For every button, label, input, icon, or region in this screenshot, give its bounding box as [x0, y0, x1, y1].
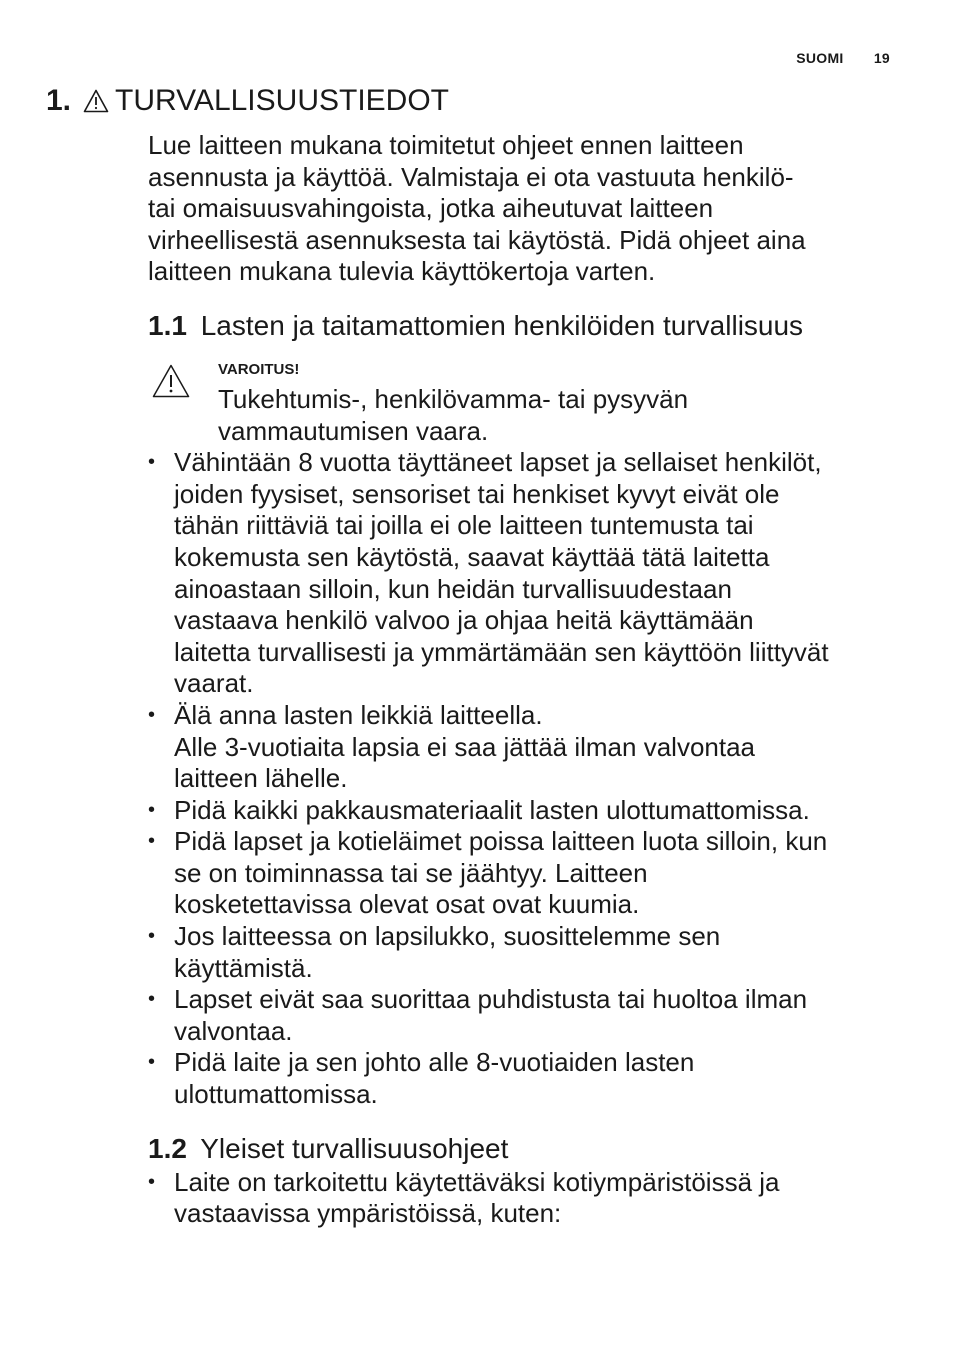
- list-item-text-line: Jos laitteessa on lapsilukko, suosittelemme sen: [174, 921, 721, 952]
- list-item-text: [174, 921, 720, 983]
- warning-text-line: Tukehtumis-, henkilövamma- tai pysyvän: [218, 383, 689, 414]
- list-item-text: [174, 984, 807, 1046]
- intro-line: tai omaisuusvahingoista, jotka aiheutuvat laitteen: [148, 193, 714, 224]
- list-item-text-line: vaarat.: [174, 668, 254, 699]
- language-label: SUOMI: [796, 50, 844, 66]
- warning-block: [148, 360, 893, 447]
- warning-label: VAROITUS!: [218, 360, 300, 378]
- list-item-text: [174, 447, 829, 698]
- list-item-text: [174, 826, 827, 919]
- list-item: [148, 1167, 893, 1230]
- list-item-text-line: tähän riittäviä tai joilla ei ole laitteen tuntemusta tai: [174, 510, 754, 541]
- safety-list-children: [148, 447, 893, 1110]
- list-item-text-line: käyttämistä.: [174, 952, 313, 983]
- list-item-text-line: se on toiminnassa tai se jäähtyy. Laitteen: [174, 857, 648, 888]
- bullet-icon: •: [148, 798, 156, 821]
- list-item-text-line: vastaavissa ympäristöissä, kuten:: [174, 1198, 562, 1229]
- intro-line: Lue laitteen mukana toimitetut ohjeet ennen laitteen: [148, 130, 744, 160]
- list-item-text-line: kosketettavissa olevat osat ovat kuumia.: [174, 889, 640, 920]
- list-item-text-line: Älä anna lasten leikkiä laitteella.: [174, 699, 543, 730]
- list-item-text-line: Pidä kaikki pakkausmateriaalit lasten ulottumattomissa.: [174, 794, 810, 825]
- list-item: [148, 447, 893, 700]
- list-item-text-line: Vähintään 8 vuotta täyttäneet lapset ja sellaiset henkilöt,: [174, 447, 822, 478]
- section-1-2-title: Yleiset turvallisuusohjeet: [200, 1132, 509, 1164]
- list-item: [148, 984, 893, 1047]
- bullet-icon: •: [148, 830, 156, 853]
- warning-text-line: vammautumisen vaara.: [218, 415, 489, 446]
- list-item: [148, 795, 893, 827]
- warning-triangle-icon: [152, 364, 190, 398]
- intro-line: virheellisestä asennuksesta tai käytöstä. Pidä ohjeet aina: [148, 224, 806, 255]
- section-1-1-heading: [148, 308, 893, 344]
- list-item-text-line: Pidä lapset ja kotieläimet poissa laitteen luota silloin, kun: [174, 826, 828, 857]
- section-1-title: TURVALLISUUSTIEDOT: [115, 84, 449, 117]
- list-item-text: [174, 700, 755, 793]
- list-item-text-line: Alle 3-vuotiaita lapsia ei saa jättää ilman valvontaa: [174, 731, 756, 762]
- list-item: [148, 826, 893, 921]
- intro-line: asennusta ja käyttöä. Valmistaja ei ota vastuuta henkilö-: [148, 161, 794, 192]
- main-content: [148, 130, 893, 1230]
- section-1-1-number: 1.1: [148, 309, 187, 341]
- intro-paragraph: [148, 130, 893, 288]
- section-1-number: 1.: [46, 84, 72, 117]
- list-item-text-line: laitetta turvallisesti ja ymmärtämään sen käyttöön liittyvät: [174, 636, 829, 667]
- list-item-text-line: ulottumattomissa.: [174, 1079, 378, 1110]
- bullet-icon: •: [148, 988, 156, 1011]
- safety-list-general: [148, 1167, 893, 1230]
- list-item: [148, 700, 893, 795]
- list-item-text-line: kokemusta sen käytöstä, saavat käyttää tätä laitetta: [174, 541, 770, 572]
- list-item-text-line: Pidä laite ja sen johto alle 8-vuotiaiden lasten: [174, 1047, 695, 1078]
- list-item-text-line: Laite on tarkoitettu käytettäväksi kotiympäristöissä ja: [174, 1166, 780, 1197]
- list-item: [148, 1047, 893, 1110]
- list-item-text: [174, 1167, 780, 1229]
- warning-triangle-icon: [83, 89, 109, 113]
- list-item: [148, 921, 893, 984]
- intro-line: laitteen mukana tulevia käyttökertoja varten.: [148, 256, 656, 287]
- list-item-text: [174, 795, 810, 825]
- list-item-text-line: vastaava henkilö valvoo ja ohjaa heitä käyttämään: [174, 605, 754, 636]
- bullet-icon: •: [148, 1170, 156, 1193]
- list-item-text-line: joiden fyysiset, sensoriset tai henkiset kyvyt eivät ole: [174, 478, 780, 509]
- bullet-icon: •: [148, 1051, 156, 1074]
- warning-text: [218, 384, 893, 447]
- section-1-2-number: 1.2: [148, 1132, 187, 1164]
- section-1-1-title: Lasten ja taitamattomien henkilöiden turvallisuus: [200, 309, 804, 341]
- list-item-text-line: valvontaa.: [174, 1015, 293, 1046]
- bullet-icon: •: [148, 451, 156, 474]
- list-item-text: [174, 1047, 694, 1109]
- section-1-2-heading: [148, 1131, 893, 1167]
- list-item-text-line: ainoastaan silloin, kun heidän turvallisuudestaan: [174, 573, 732, 604]
- page-header: [796, 50, 890, 66]
- list-item-text-line: laitteen lähelle.: [174, 763, 348, 794]
- bullet-icon: •: [148, 703, 156, 726]
- list-item-text-line: Lapset eivät saa suorittaa puhdistusta tai huoltoa ilman: [174, 984, 808, 1015]
- section-1-heading: [46, 82, 449, 120]
- bullet-icon: •: [148, 925, 156, 948]
- page-number: 19: [873, 50, 890, 66]
